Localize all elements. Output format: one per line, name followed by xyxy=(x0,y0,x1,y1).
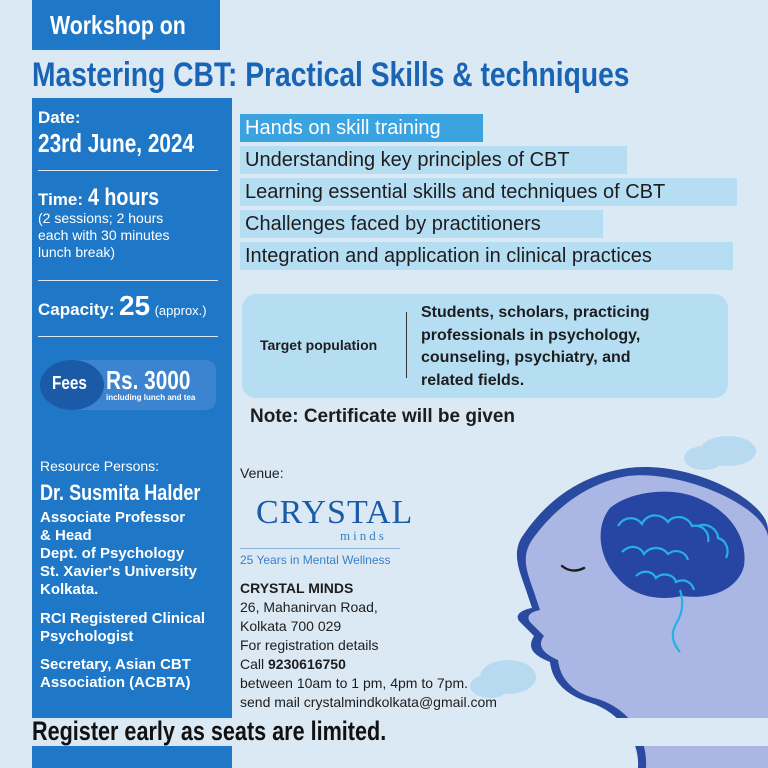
time-note-line: lunch break) xyxy=(38,244,116,260)
highlight-item: Challenges faced by practitioners xyxy=(240,210,603,238)
role-line: Kolkata. xyxy=(40,581,99,598)
target-description xyxy=(421,302,650,392)
capacity-value: 25 xyxy=(118,290,151,321)
rci-registration xyxy=(40,610,205,646)
phone-number[interactable]: 9230616750 xyxy=(268,656,346,672)
highlight-item: Integration and application in clinical practices xyxy=(240,242,733,270)
call-line xyxy=(240,656,346,672)
certificate-note: Note: Certificate will be given xyxy=(250,406,515,427)
rci-line: Psychologist xyxy=(40,628,134,645)
crystal-minds-logo-sub: minds xyxy=(340,528,387,543)
highlight-item: Understanding key principles of CBT xyxy=(240,146,627,174)
venue-name: CRYSTAL MINDS xyxy=(240,580,354,596)
date-value: 23rd June, 2024 xyxy=(38,128,195,158)
registration-details: For registration details xyxy=(240,637,379,653)
fees-value: Rs. 3000 xyxy=(106,365,191,395)
divider xyxy=(38,336,218,337)
contact-hours: between 10am to 1 pm, 4pm to 7pm. xyxy=(240,675,469,691)
target-line: related fields. xyxy=(421,371,525,389)
capacity-label: Capacity: xyxy=(38,300,115,319)
logo-divider xyxy=(240,548,400,549)
role-line: Dept. of Psychology xyxy=(40,545,185,562)
secretary-role xyxy=(40,656,191,692)
target-divider xyxy=(406,312,407,378)
crystal-minds-logo: CRYSTAL xyxy=(256,494,414,531)
time-note-line: (2 sessions; 2 hours xyxy=(38,210,164,226)
divider xyxy=(38,170,218,171)
time-note xyxy=(38,210,170,261)
role-line: Associate Professor xyxy=(40,509,186,526)
person-roles xyxy=(40,509,197,599)
fees-label: Fees xyxy=(52,373,87,393)
venue-label: Venue: xyxy=(240,465,284,481)
highlight-item: Hands on skill training xyxy=(240,114,483,142)
role-line: & Head xyxy=(40,527,92,544)
target-line: professionals in psychology, xyxy=(421,326,641,344)
register-early-banner: Register early as seats are limited. xyxy=(32,716,387,746)
page-title: Mastering CBT: Practical Skills & techniques xyxy=(32,56,630,94)
workshop-on-text: Workshop on xyxy=(50,10,186,40)
call-label: Call xyxy=(240,656,265,672)
resource-persons-label: Resource Persons: xyxy=(40,458,160,474)
secretary-line: Association (ACBTA) xyxy=(40,674,191,691)
time-label: Time: xyxy=(38,190,84,209)
time-value: 4 hours xyxy=(87,184,159,211)
secretary-line: Secretary, Asian CBT xyxy=(40,656,191,673)
time-row xyxy=(38,184,174,212)
divider xyxy=(38,280,218,281)
capacity-row xyxy=(38,290,207,322)
target-line: counseling, psychiatry, and xyxy=(421,349,631,366)
target-line: Students, scholars, practicing xyxy=(421,304,650,321)
person-name: Dr. Susmita Halder xyxy=(40,480,201,505)
highlight-item: Learning essential skills and techniques of CBT xyxy=(240,178,737,206)
venue-address-1: 26, Mahanirvan Road, xyxy=(240,599,378,615)
rci-line: RCI Registered Clinical xyxy=(40,610,206,627)
date-label: Date: xyxy=(38,108,81,127)
workshop-banner xyxy=(32,0,220,50)
logo-tagline: 25 Years in Mental Wellness xyxy=(240,553,391,567)
venue-address-2: Kolkata 700 029 xyxy=(240,618,342,634)
fees-note: including lunch and tea xyxy=(106,393,196,402)
capacity-note: (approx.) xyxy=(154,303,207,318)
target-label: Target population xyxy=(260,337,378,353)
time-note-line: each with 30 minutes xyxy=(38,227,170,243)
role-line: St. Xavier's University xyxy=(40,563,197,580)
email-line[interactable]: send mail crystalmindkolkata@gmail.com xyxy=(240,694,497,710)
